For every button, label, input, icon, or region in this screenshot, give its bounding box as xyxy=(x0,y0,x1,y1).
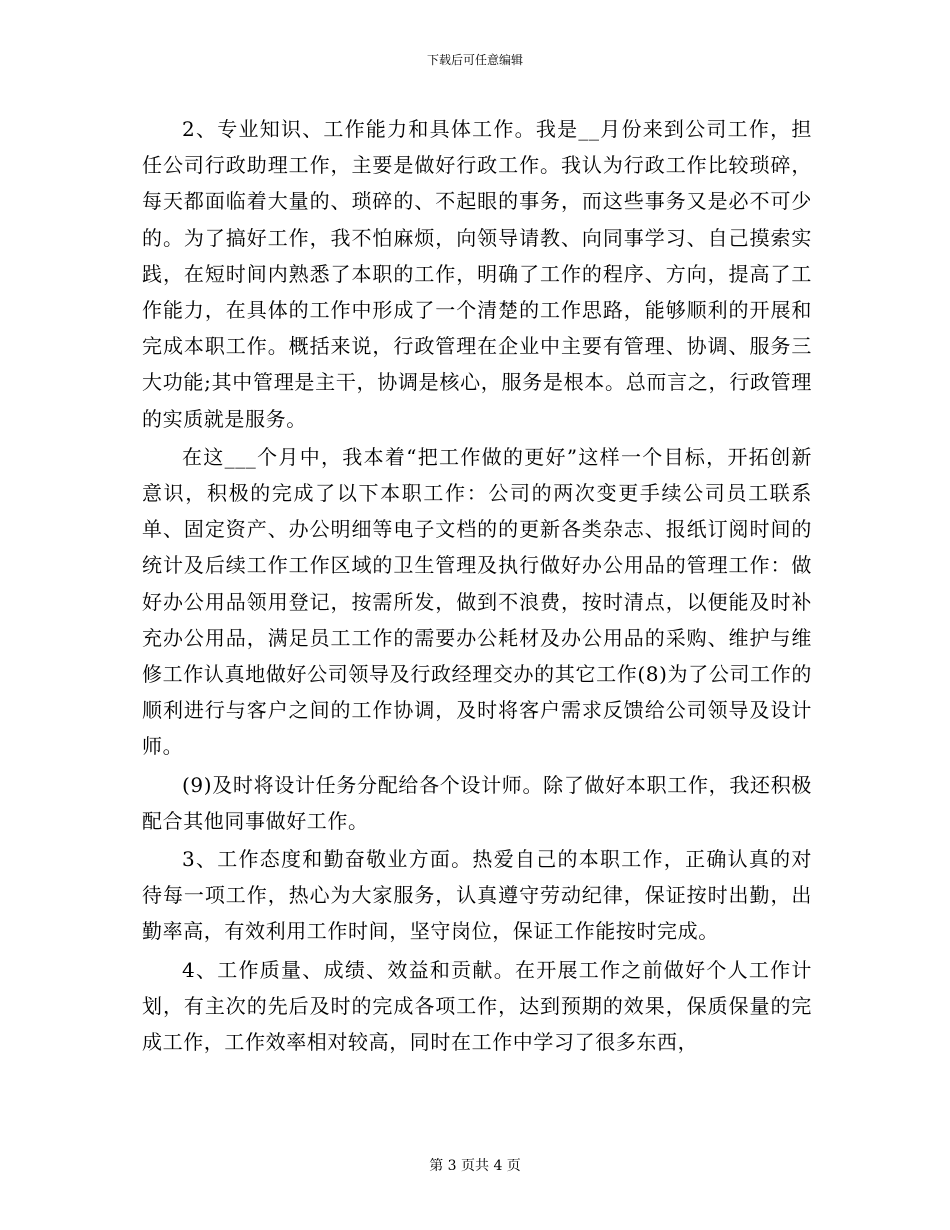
paragraph-work-quality: 4、工作质量、成绩、效益和贡献。在开展工作之前做好个人工作计划，有主次的先后及时的完成各项工作，达到预期的效果，保质保量的完成工作，工作效率相对较高，同时在工作中学习了很多东西， xyxy=(142,957,812,1055)
paragraph-work-duties: 在这___个月中，我本着“把工作做的更好”这样一个目标，开拓创新意识，积极的完成了以下本职工作：公司的两次变更手续公司员工联系单、固定资产、办公明细等电子文档的的更新各类杂志、报纸订阅时间的统计及后续工作工作区域的卫生管理及执行做好办公用品的管理工作：做好办公用品领用登记，按需所发，做到不浪费，按时清点，以便能及时补充办公用品，满足员工工作的需要办公耗材及办公用品的采购、维护与维修工作认真地做好公司领导及行政经理交办的其它工作(8)为了公司工作的顺利进行与客户之间的工作协调，及时将客户需求反馈给公司领导及设计师。 xyxy=(142,444,812,759)
paragraph-professional-knowledge: 2、专业知识、工作能力和具体工作。我是__月份来到公司工作，担任公司行政助理工作，主要是做好行政工作。我认为行政工作比较琐碎，每天都面临着大量的、琐碎的、不起眼的事务，而这些事务又是必不可少的。为了搞好工作，我不怕麻烦，向领导请教、向同事学习、自己摸索实践，在短时间内熟悉了本职的工作，明确了工作的程序、方向，提高了工作能力，在具体的工作中形成了一个清楚的工作思路，能够顺利的开展和完成本职工作。概括来说，行政管理在企业中主要有管理、协调、服务三大功能;其中管理是主干，协调是核心，服务是根本。总而言之，行政管理的实质就是服务。 xyxy=(142,117,812,431)
paragraph-task-assignment: (9)及时将设计任务分配给各个设计师。除了做好本职工作，我还积极配合其他同事做好工作。 xyxy=(142,772,812,833)
document-body xyxy=(142,111,812,1062)
page-header: 下载后可任意编辑 xyxy=(426,53,523,67)
paragraph-work-attitude: 3、工作态度和勤奋敬业方面。热爱自己的本职工作，正确认真的对待每一项工作，热心为大家服务，认真遵守劳动纪律，保证按时出勤，出勤率高，有效利用工作时间，坚守岗位，保证工作能按时完成。 xyxy=(142,847,812,944)
page-number-footer: 第 3 页共 4 页 xyxy=(429,1158,521,1174)
